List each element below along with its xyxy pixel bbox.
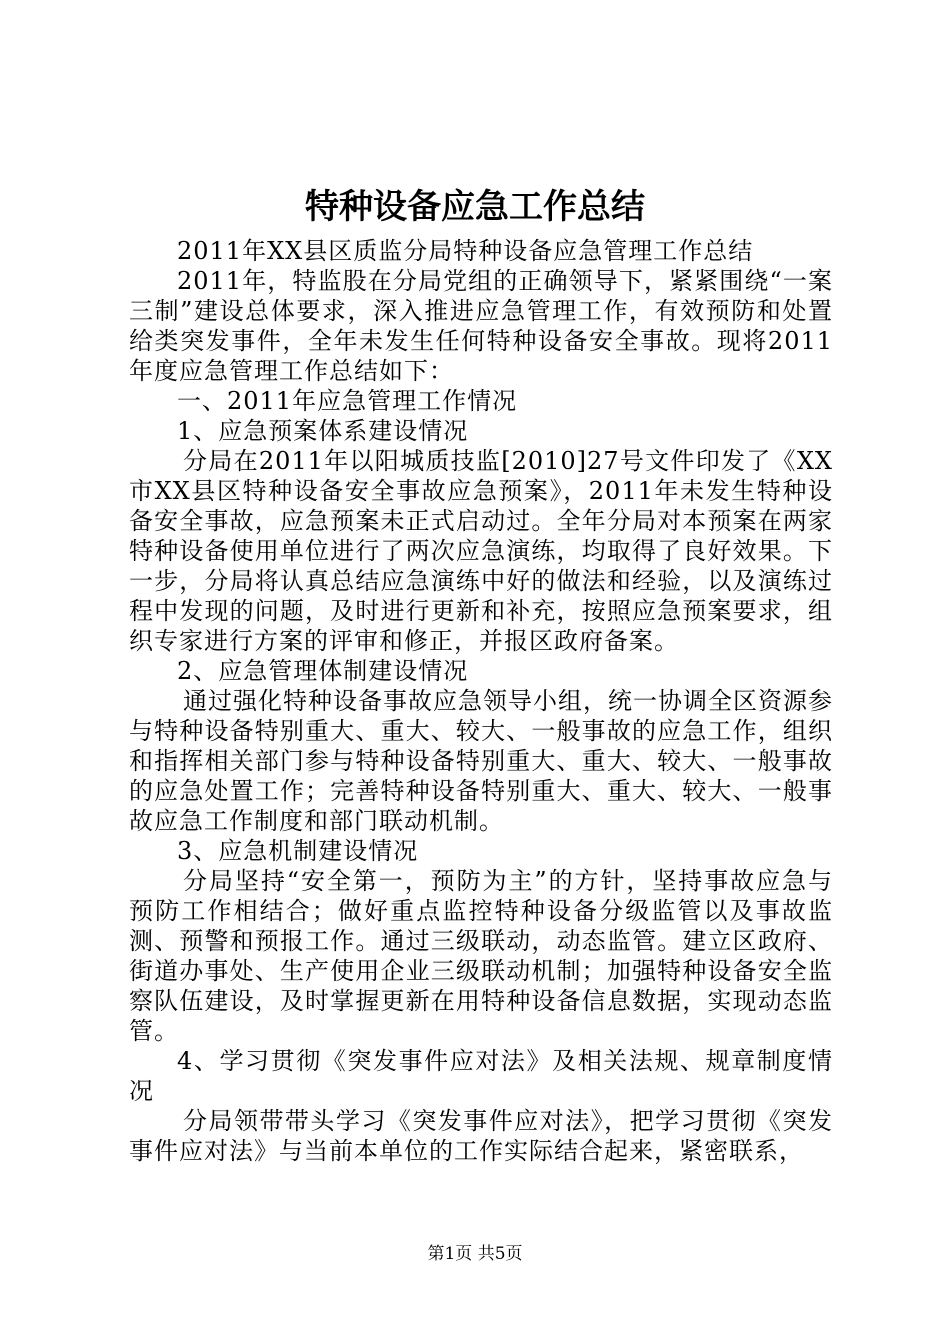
subsection-heading-4: 4、学习贯彻《突发事件应对法》及相关法规、规章制度情况 xyxy=(129,1047,833,1105)
document-title: 特种设备应急工作总结 xyxy=(305,187,645,227)
paragraph-body: 分局领带带头学习《突发事件应对法》，把学习贯彻《突发事件应对法》与当前本单位的工作实际结合起来，紧密联系， xyxy=(129,1107,833,1165)
subsection-heading-2: 2、应急管理体制建设情况 xyxy=(177,657,469,685)
paragraph-intro: 2011年，特监股在分局党组的正确领导下，紧紧围绕“一案三制”建设总体要求，深入推进应急管理工作，有效预防和处置给类突发事件，全年未发生任何特种设备安全事故。现将2011年度应急管理工作总结如下： xyxy=(129,267,833,385)
paragraph-body: 通过强化特种设备事故应急领导小组，统一协调全区资源参与特种设备特别重大、重大、较大、一般事故的应急工作，组织和指挥相关部门参与特种设备特别重大、重大、较大、一般事故的应急处置工作；完善特种设备特别重大、重大、较大、一般事故应急工作制度和部门联动机制。 xyxy=(129,687,833,835)
paragraph-subtitle: 2011年XX县区质监分局特种设备应急管理工作总结 xyxy=(177,237,754,265)
page-footer: 第1页 共5页 xyxy=(427,1244,523,1264)
paragraph-body: 分局在2011年以阳城质技监[2010]27号文件印发了《XX市XX县区特种设备安全事故应急预案》，2011年未发生特种设备安全事故，应急预案未正式启动过。全年分局对本预案在两家特种设备使用单位进行了两次应急演练，均取得了良好效果。下一步，分局将认真总结应急演练中好的做法和经验，以及演练过程中发现的问题，及时进行更新和补充，按照应急预案要求，组织专家进行方案的评审和修正，并报区政府备案。 xyxy=(129,447,833,655)
paragraph-body: 分局坚持“安全第一，预防为主”的方针，坚持事故应急与预防工作相结合；做好重点监控特种设备分级监管以及事故监测、预警和预报工作。通过三级联动，动态监管。建立区政府、街道办事处、生产使用企业三级联动机制；加强特种设备安全监察队伍建设，及时掌握更新在用特种设备信息数据，实现动态监管。 xyxy=(129,867,833,1045)
subsection-heading-3: 3、应急机制建设情况 xyxy=(177,837,419,865)
document-body xyxy=(129,236,833,1166)
section-heading-1: 一、2011年应急管理工作情况 xyxy=(177,387,518,415)
subsection-heading-1: 1、应急预案体系建设情况 xyxy=(177,417,469,445)
